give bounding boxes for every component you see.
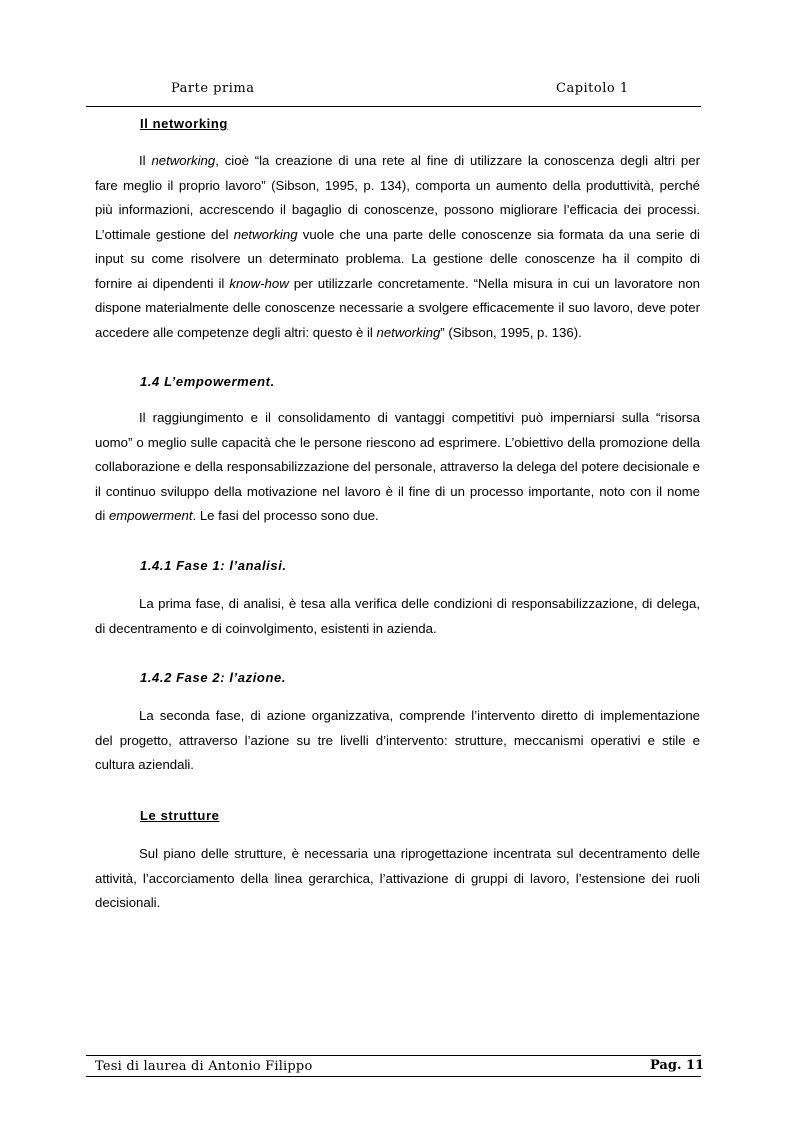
italic-term: networking — [233, 226, 298, 242]
text-line: La seconda fase, di azione organizzativa, comprende l’intervento diretto di implementazione — [139, 708, 700, 723]
text-line: del progetto, attraverso l’azione su tre livelli d’intervento: strutture, meccanismi operativi e stile e — [95, 732, 700, 748]
footer-bottom-divider — [86, 1076, 701, 1077]
text-line: più informazioni, accrescendo il bagaglio di conoscenze, possono migliorare l’efficacia dei processi. — [95, 202, 700, 217]
italic-term: know-how — [229, 275, 289, 291]
running-header-chapter: Capitolo 1 — [556, 81, 629, 96]
text-line: cultura aziendali. — [95, 757, 194, 772]
heading-networking: Il networking — [140, 116, 228, 131]
text-line: di decentramento e di coinvolgimento, esistenti in azienda. — [95, 620, 437, 636]
paragraph-empowerment — [95, 406, 700, 529]
text-line: L’ottimale gestione del networking vuole che una parte delle conoscenze sia formata da una serie di — [95, 226, 700, 242]
text-line: accedere alle competenze degli altri: questo è il networking” (Sibson, 1995, p. 136). — [95, 324, 582, 340]
footer-divider — [86, 1055, 701, 1056]
text-line: Il raggiungimento e il consolidamento di vantaggi competitivi può imperniarsi sulla “risorsa — [139, 410, 700, 425]
italic-term: networking — [151, 153, 216, 168]
text-line: uomo” o meglio sulle capacità che le persone riescono ad esprimere. L’obiettivo della promozione della — [95, 434, 700, 450]
page-number: Pag. 11 — [650, 1058, 705, 1073]
text-line: il continuo sviluppo della motivazione nel lavoro è il fine di un processo importante, noto con il nome — [95, 483, 700, 499]
heading-empowerment: 1.4 L’empowerment. — [140, 374, 275, 389]
footer-thesis-author: Tesi di laurea di Antonio Filippo — [95, 1059, 313, 1074]
text-line: fornire ai dipendenti il know-how per utilizzarle concretamente. “Nella misura in cui un lavoratore non — [95, 275, 700, 291]
text-line: La prima fase, di analisi, è tesa alla verifica delle condizioni di responsabilizzazione, di delega, — [139, 596, 700, 611]
heading-fase-2: 1.4.2 Fase 2: l’azione. — [140, 670, 287, 685]
heading-fase-1: 1.4.1 Fase 1: l’analisi. — [140, 558, 287, 573]
paragraph-networking — [95, 149, 700, 345]
italic-term: empowerment — [108, 508, 193, 523]
header-divider — [86, 106, 701, 107]
text-line: di empowerment. Le fasi del processo sono due. — [95, 508, 379, 523]
paragraph-fase-1 — [95, 592, 700, 641]
text-line: decisionali. — [95, 895, 161, 910]
paragraph-strutture — [95, 842, 700, 916]
text-line: attività, l’accorciamento della linea gerarchica, l’attivazione di gruppi di lavoro, l’estensione dei ruoli — [95, 870, 700, 886]
text-line: Sul piano delle strutture, è necessaria una riprogettazione incentrata sul decentramento delle — [139, 846, 700, 861]
text-line: fare meglio il proprio lavoro” (Sibson, 1995, p. 134), comporta un aumento della produttività, perché — [95, 177, 700, 193]
text-line: collaborazione e della responsabilizzazione del personale, attraverso la delega del potere decisionale e — [95, 459, 700, 474]
heading-strutture: Le strutture — [140, 808, 220, 823]
text-line: Il networking, cioè “la creazione di una rete al fine di utilizzare la conoscenza degli altri per — [139, 153, 700, 168]
italic-term: networking — [376, 324, 441, 340]
paragraph-fase-2 — [95, 704, 700, 778]
text-line: input su come risolvere un determinato problema. La gestione delle conoscenze ha il compito di — [95, 251, 700, 266]
running-header-part: Parte prima — [171, 81, 255, 96]
text-line: dispone materialmente delle conoscenze necessarie a svolgere efficacemente il suo lavoro, deve poter — [95, 300, 700, 315]
